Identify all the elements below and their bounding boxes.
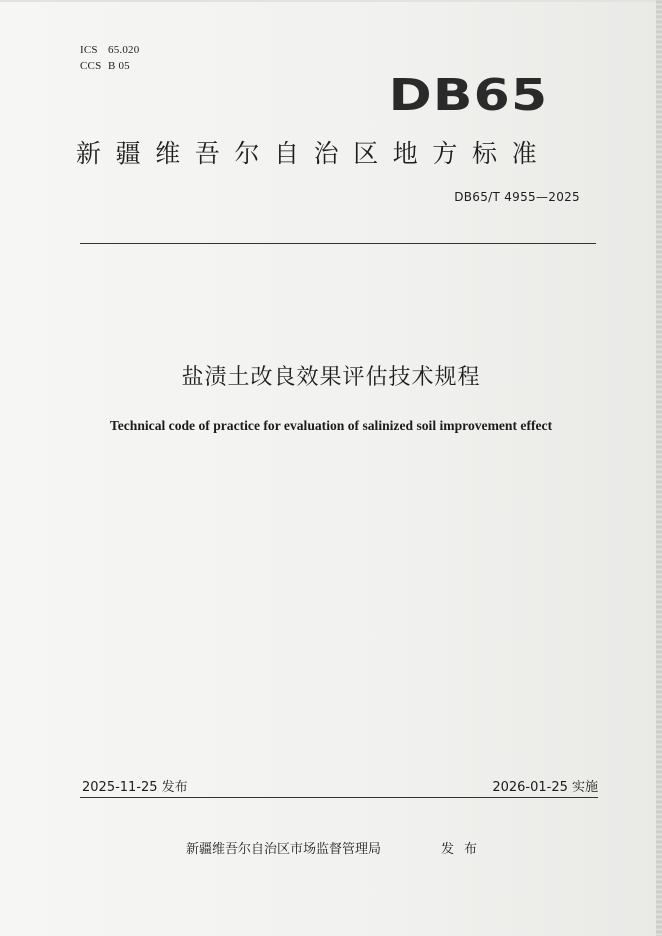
ccs-code bbox=[80, 60, 130, 72]
db-logo: DB65 bbox=[388, 70, 548, 121]
ics-code bbox=[80, 44, 139, 56]
implementation-date: 2026-01-25 实施 bbox=[492, 780, 598, 795]
issuing-action: 发布 bbox=[441, 842, 488, 857]
scan-edge-right bbox=[656, 0, 662, 936]
issue-date: 2025-11-25 发布 bbox=[82, 780, 188, 795]
ics-label: ICS bbox=[80, 44, 98, 56]
ccs-label: CCS bbox=[80, 60, 102, 72]
bottom-divider bbox=[80, 797, 598, 798]
top-divider bbox=[80, 243, 596, 244]
issuing-authority: 新疆维吾尔自治区市场监督管理局 bbox=[186, 842, 382, 857]
standard-type-heading: 新疆维吾尔自治区地方标准 bbox=[76, 139, 552, 168]
title-chinese: 盐渍土改良效果评估技术规程 bbox=[181, 365, 481, 390]
ccs-value: B 05 bbox=[108, 60, 130, 72]
standard-number: DB65/T 4955—2025 bbox=[454, 190, 580, 204]
title-english: Technical code of practice for evaluation of salinized soil improvement effect bbox=[109, 418, 553, 433]
scan-edge-top bbox=[0, 0, 662, 2]
ics-value: 65.020 bbox=[108, 44, 140, 56]
